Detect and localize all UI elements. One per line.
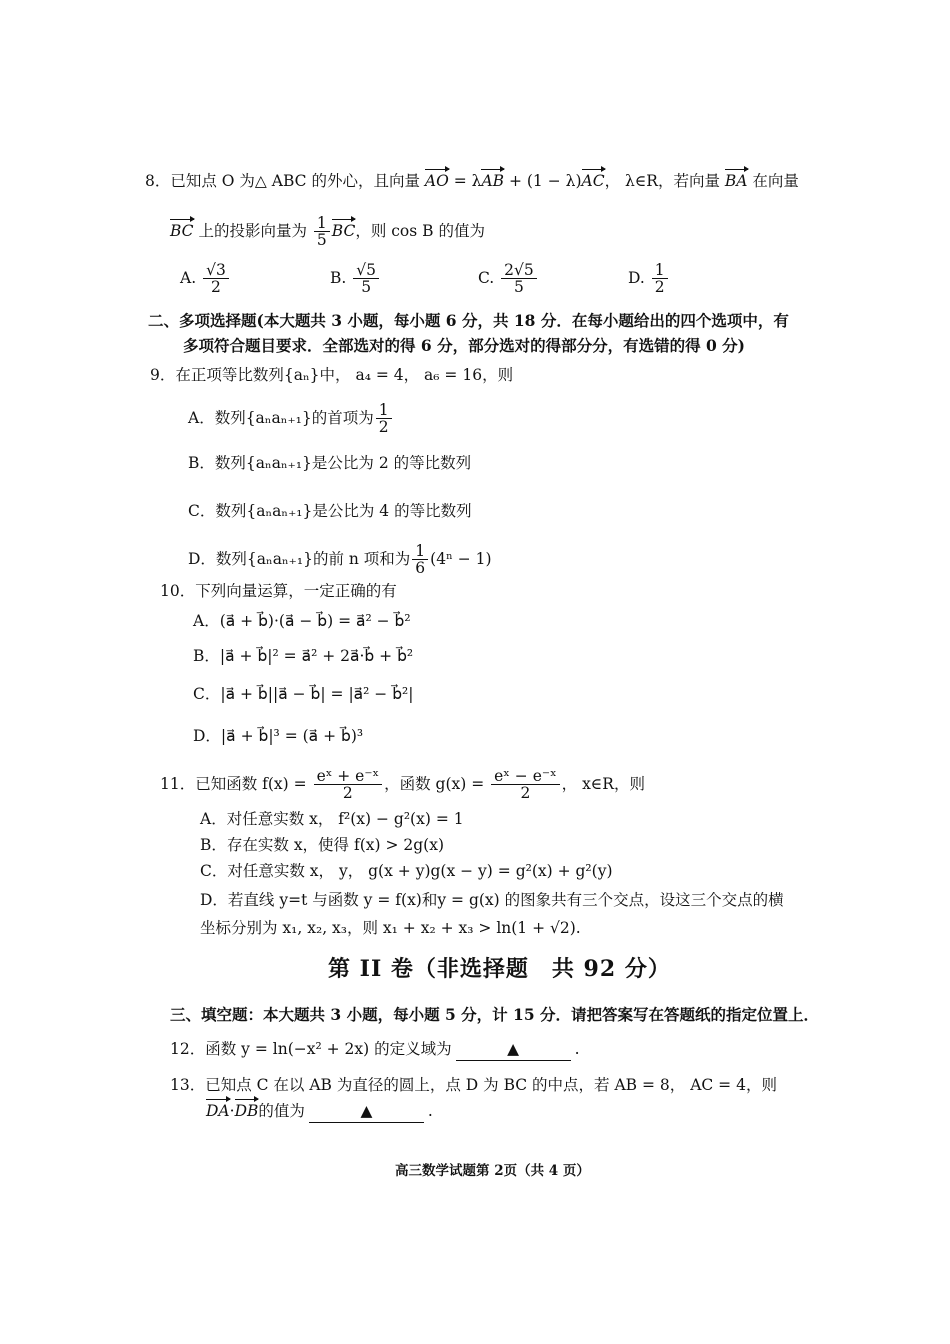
q8-line2: BC 上的投影向量为 $\frac{1}{5}$ BC，则 cos B 的值为 [170,214,485,250]
q8-line1: 8．已知点 O 为△ ABC 的外心，且向量 AO = λAB + (1 − λ)AC， λ∈R，若向量 BA 在向量 [145,172,799,190]
q13-line2: DA·DB的值为 ▲ . [206,1100,433,1123]
part2-title: 第 II 卷（非选择题 共 92 分） [328,956,671,982]
vector-BC-2: BC [331,221,356,240]
q8-option-c: C. $\frac{2√5}{5}$ [478,262,628,296]
q11-option-d-cont: 坐标分别为 x₁, x₂, x₃，则 x₁ + x₂ + x₃ > ln(1 + √2). [200,919,581,937]
vector-BC: BC [170,221,194,240]
q11-option-a: A．对任意实数 x， f²(x) − g²(x) = 1 [200,810,464,828]
q13-line1: 13．已知点 C 在以 AB 为直径的圆上，点 D 为 BC 的中点，若 AB = 8， AC = 4，则 [170,1076,777,1094]
q8-option-b: B. $\frac{√5}{5}$ [330,262,478,296]
vector-BA: BA [724,172,748,190]
q9-option-b: B．数列{aₙaₙ₊₁}是公比为 2 的等比数列 [188,454,472,472]
q8-option-a: A. $\frac{√3}{2}$ [180,262,330,296]
q11-option-d: D．若直线 y=t 与函数 y = f(x)和y = g(x) 的图象共有三个交点，设这三个交点的横 [200,891,784,909]
q12: 12．函数 y = ln(−x² + 2x) 的定义域为 ▲ . [170,1038,580,1061]
section2-heading-cont: 多项符合题目要求．全部选对的得 6 分，部分选对的得部分分，有选错的得 0 分) [183,336,745,355]
q10-option-d: D．|a⃗ + b⃗|³ = (a⃗ + b⃗)³ [193,727,364,745]
q8-option-d: D. $\frac{1}{2}$ [628,262,670,296]
q10-option-c: C．|a⃗ + b⃗||a⃗ − b⃗| = |a⃗² − b⃗²| [193,685,414,703]
q11-option-c: C．对任意实数 x， y， g(x + y)g(x − y) = g²(x) + g²(y) [200,862,613,880]
vector-AB: AB [481,172,505,190]
q9-option-c: C．数列{aₙaₙ₊₁}是公比为 4 的等比数列 [188,502,472,520]
section2-heading: 二、多项选择题(本大题共 3 小题，每小题 6 分，共 18 分．在每小题给出的四个选项中，有 [148,311,789,330]
q8-proj-fraction: $\frac{1}{5}$ [314,215,330,249]
page-footer: 高三数学试题第 2页（共 4 页） [395,1163,590,1179]
vector-AO: AO [424,172,449,190]
q9-stem: 9．在正项等比数列{aₙ}中， a₄ = 4， a₆ = 16，则 [150,366,514,384]
vector-DB: DB [234,1102,259,1120]
q10-option-b: B．|a⃗ + b⃗|² = a⃗² + 2a⃗·b⃗ + b⃗² [193,647,414,665]
q12-answer-blank[interactable]: ▲ [456,1038,571,1061]
vector-AC: AC [581,172,605,190]
q10-option-a: A．(a⃗ + b⃗)·(a⃗ − b⃗) = a⃗² − b⃗² [193,612,411,630]
vector-DA: DA [206,1102,230,1120]
q13-answer-blank[interactable]: ▲ [309,1100,424,1123]
q10-stem: 10．下列向量运算，一定正确的有 [160,582,397,600]
q11-option-b: B．存在实数 x，使得 f(x) > 2g(x) [200,836,445,854]
q9-option-d: D．数列{aₙaₙ₊₁}的前 n 项和为 $\frac{1}{6}$ (4ⁿ − 1) [188,542,492,578]
section3-heading: 三、填空题：本大题共 3 小题，每小题 5 分，计 15 分．请把答案写在答题纸的指定位置上． [170,1005,820,1024]
q11-stem: 11．已知函数 f(x) = $\frac{\text{eˣ + e⁻ˣ}}{2}$ ，函数 g(x) = $\frac{\text{eˣ − e⁻ˣ}}{2}$ ， x∈R，则 [160,767,645,803]
q9-option-a: A．数列{aₙaₙ₊₁}的首项为 $\frac{1}{2}$ [188,402,394,436]
q8-options [180,262,670,296]
